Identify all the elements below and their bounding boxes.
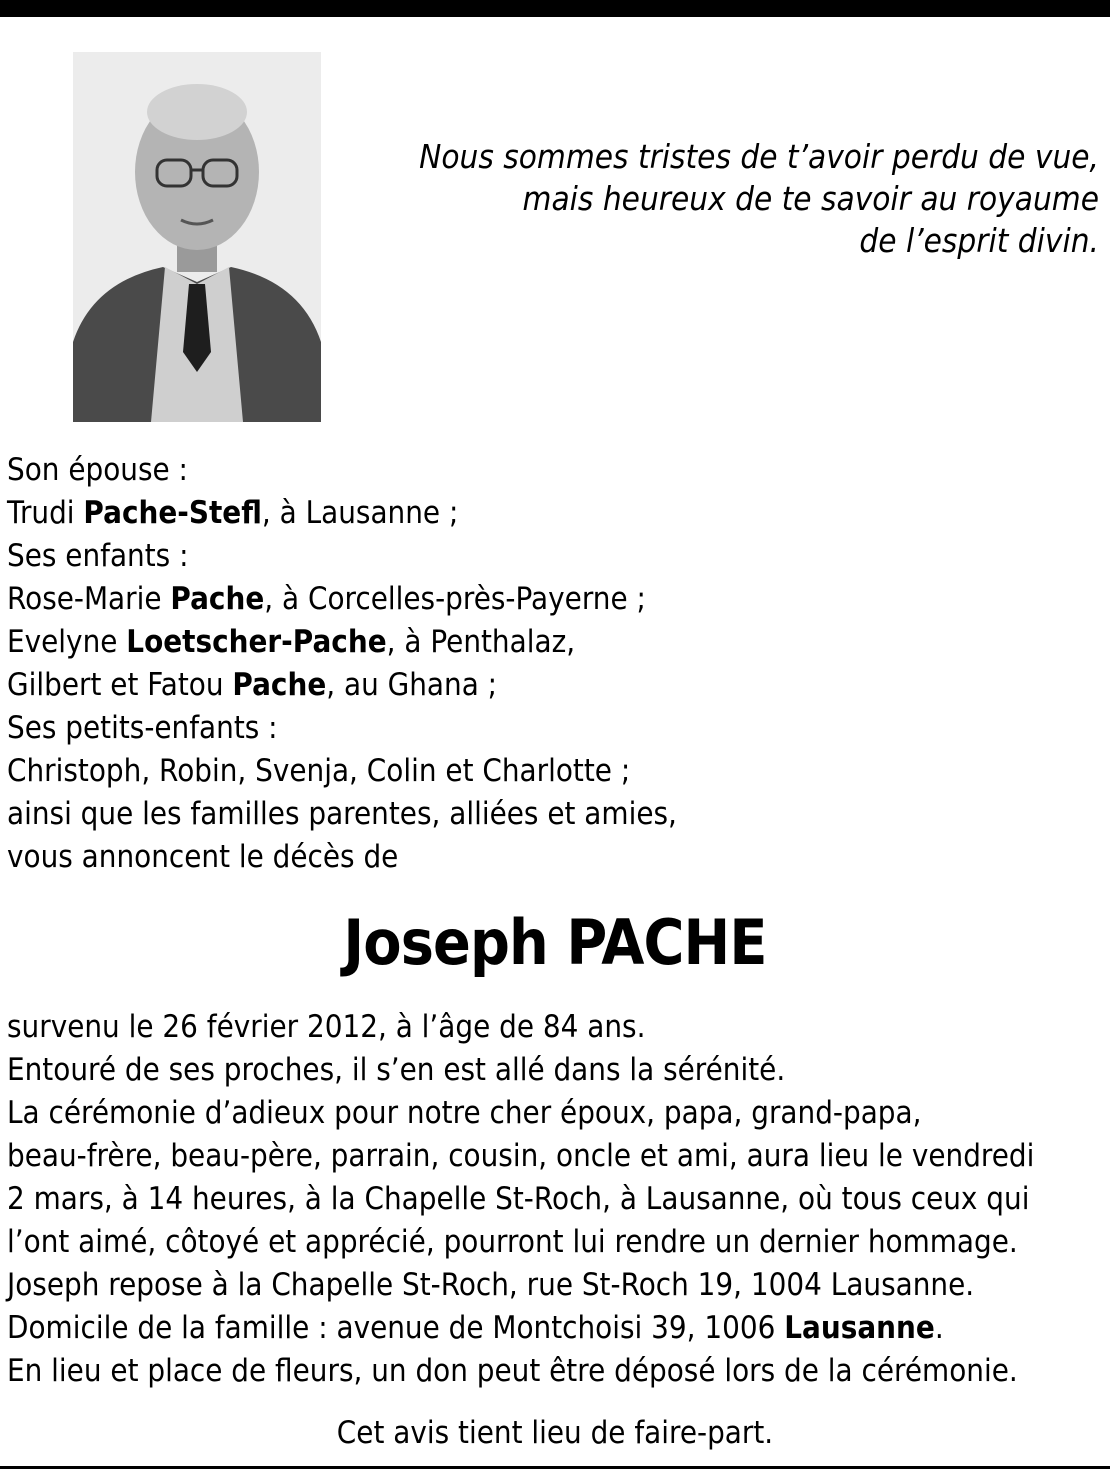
detail-line-text: survenu le 26 février 2012, à l’âge de 84 ans. xyxy=(7,1009,646,1045)
detail-line xyxy=(7,1092,1034,1135)
family-line-text: vous annoncent le décès de xyxy=(7,839,399,875)
quote-line: Nous sommes tristes de t’avoir perdu de vue, xyxy=(419,137,1099,176)
family-line xyxy=(7,664,677,707)
family-line-text: , à Penthalaz, xyxy=(386,624,576,660)
family-line-text: , à Lausanne ; xyxy=(261,495,459,531)
family-line xyxy=(7,492,677,535)
family-line-text: ainsi que les familles parentes, alliées et amies, xyxy=(7,796,677,832)
bottom-rule xyxy=(0,1466,1110,1469)
family-line xyxy=(7,449,677,492)
closing-note: Cet avis tient lieu de faire-part. xyxy=(336,1415,774,1451)
family-line-text: Rose-Marie xyxy=(7,581,171,617)
detail-line-text: Joseph repose à la Chapelle St-Roch, rue St-Roch 19, 1004 Lausanne. xyxy=(7,1267,975,1303)
detail-line-surname: Lausanne xyxy=(784,1310,935,1346)
detail-line-text: . xyxy=(934,1310,944,1346)
family-line-text: , au Ghana ; xyxy=(326,667,498,703)
details-text xyxy=(7,1006,1110,1393)
family-line-surname: Pache-Stefl xyxy=(83,495,262,531)
family-line-text: Gilbert et Fatou xyxy=(7,667,233,703)
quote-line: mais heureux de te savoir au royaume xyxy=(522,179,1099,218)
family-line-text: , à Corcelles-près-Payerne ; xyxy=(264,581,646,617)
family-line xyxy=(7,707,677,750)
detail-line-text: 2 mars, à 14 heures, à la Chapelle St-Roch, à Lausanne, où tous ceux qui xyxy=(7,1181,1030,1217)
family-line xyxy=(7,750,677,793)
family-line-surname: Loetscher-Pache xyxy=(126,624,387,660)
detail-line-text: La cérémonie d’adieux pour notre cher époux, papa, grand-papa, xyxy=(7,1095,922,1131)
family-line-text: Ses petits-enfants : xyxy=(7,710,278,746)
detail-line xyxy=(7,1049,1034,1092)
family-line xyxy=(7,793,677,836)
family-line-surname: Pache xyxy=(170,581,265,617)
detail-line-text: beau-frère, beau-père, parrain, cousin, oncle et ami, aura lieu le vendredi xyxy=(7,1138,1035,1174)
family-line xyxy=(7,578,677,621)
family-line-text: Evelyne xyxy=(7,624,127,660)
quote-line: de l’esprit divin. xyxy=(859,221,1099,260)
detail-line-text: En lieu et place de fleurs, un don peut être déposé lors de la cérémonie. xyxy=(7,1353,1018,1389)
family-line xyxy=(7,535,677,578)
detail-line xyxy=(7,1307,1034,1350)
family-line xyxy=(7,836,677,879)
detail-line xyxy=(7,1178,1034,1221)
family-line-surname: Pache xyxy=(232,667,327,703)
family-line xyxy=(7,621,677,664)
detail-line-text: Domicile de la famille : avenue de Montchoisi 39, 1006 xyxy=(7,1310,785,1346)
detail-line xyxy=(7,1221,1034,1264)
detail-line xyxy=(7,1350,1034,1393)
family-line-text: Christoph, Robin, Svenja, Colin et Charlotte ; xyxy=(7,753,631,789)
detail-line xyxy=(7,1135,1034,1178)
family-list xyxy=(7,449,751,879)
detail-line-text: Entouré de ses proches, il s’en est allé dans la sérénité. xyxy=(7,1052,786,1088)
portrait-photo xyxy=(73,52,321,422)
family-line-text: Ses enfants : xyxy=(7,538,189,574)
detail-line xyxy=(7,1264,1034,1307)
deceased-name: Joseph PACHE xyxy=(343,906,767,979)
epitaph-quote xyxy=(415,136,1099,262)
top-rule xyxy=(0,0,1110,17)
family-line-text: Son épouse : xyxy=(7,452,188,488)
family-line-text: Trudi xyxy=(7,495,84,531)
detail-line xyxy=(7,1006,1034,1049)
detail-line-text: l’ont aimé, côtoyé et apprécié, pourront lui rendre un dernier hommage. xyxy=(7,1224,1018,1260)
